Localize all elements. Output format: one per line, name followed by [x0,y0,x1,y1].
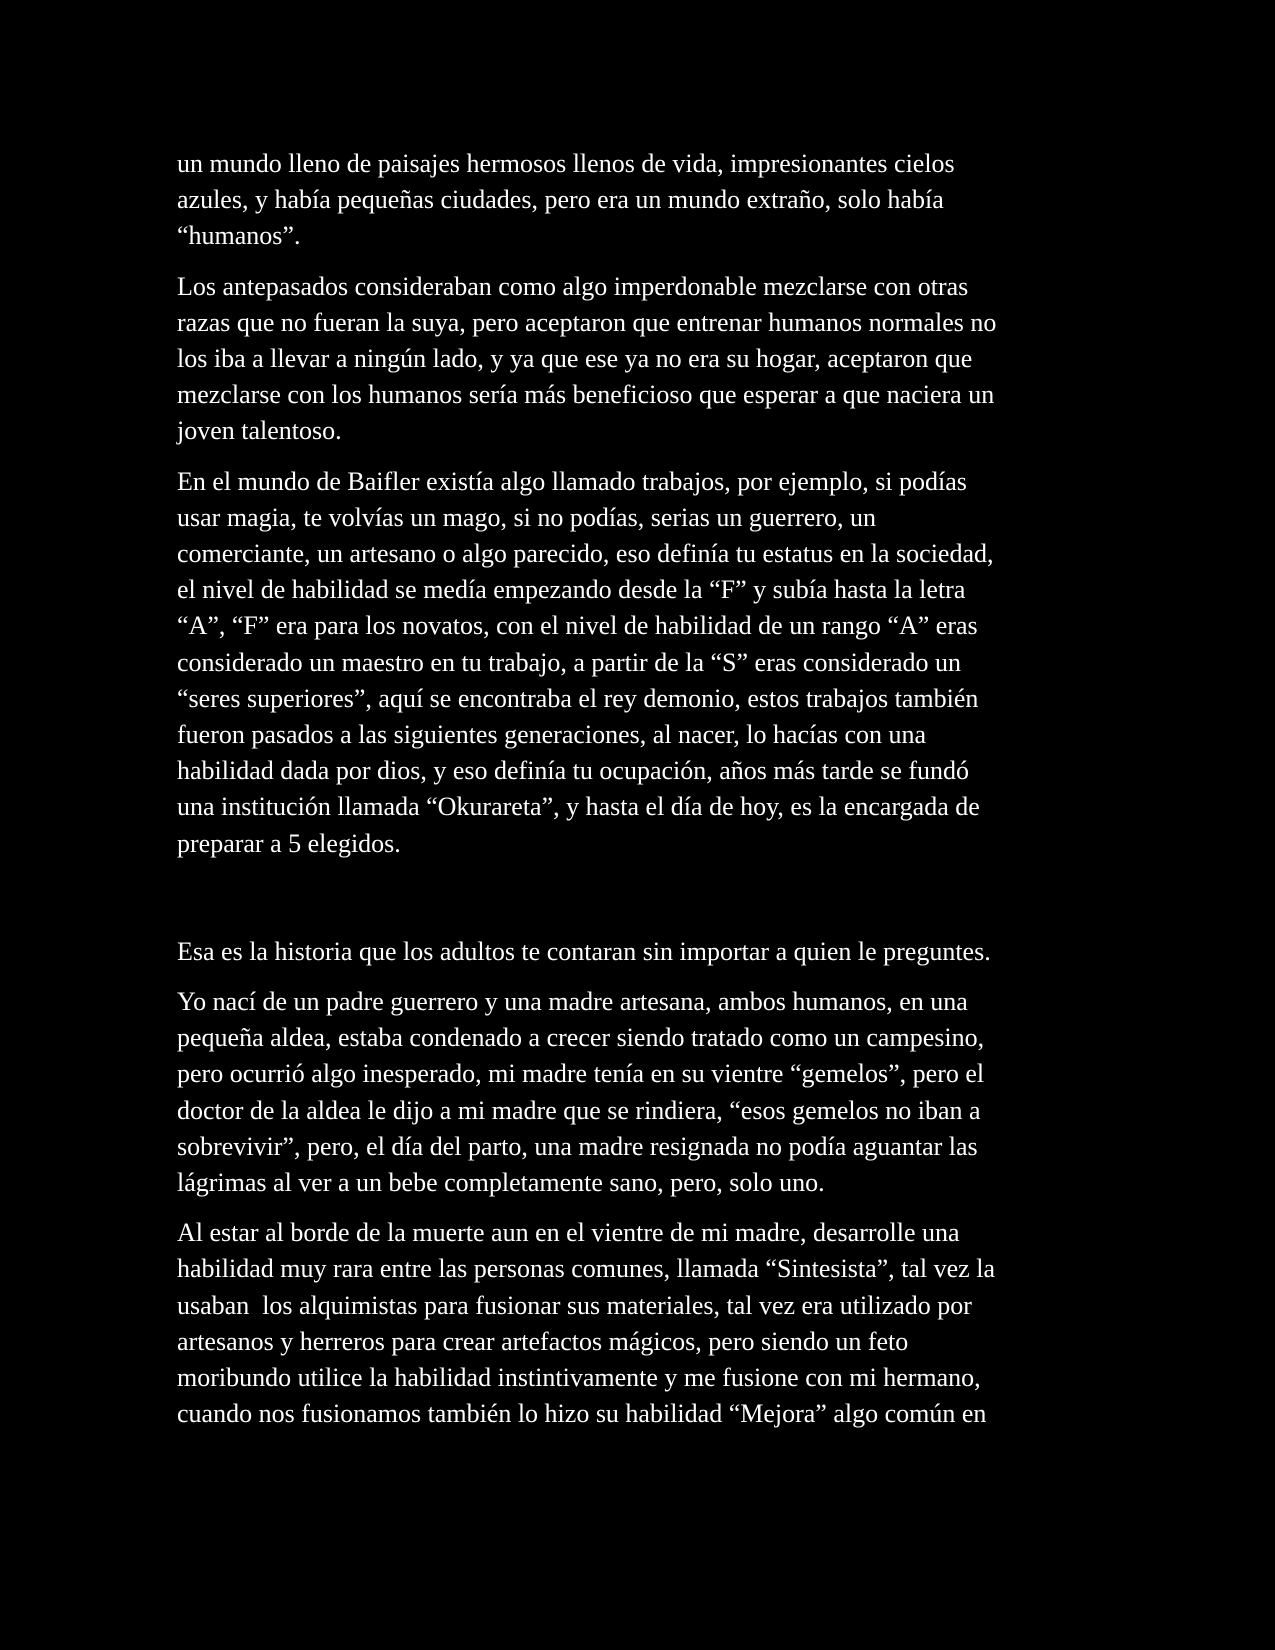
paragraph [177,1215,1112,1432]
text-line: pero ocurrió algo inesperado, mi madre tenía en su vientre “gemelos”, pero el [177,1059,985,1089]
text-line: usar magia, te volvías un mago, si no podías, serias un guerrero, un [177,502,876,532]
text-line: doctor de la aldea le dijo a mi madre que se rindiera, “esos gemelos no iban a [177,1095,981,1125]
text-line: cuando nos fusionamos también lo hizo su habilidad “Mejora” algo común en [177,1399,987,1429]
text-line: preparar a 5 elegidos. [177,828,401,858]
text-line: habilidad dada por dios, y eso definía tu ocupación, años más tarde se fundó [177,756,970,786]
text-line: una institución llamada “Okurareta”, y hasta el día de hoy, es la encargada de [177,792,980,822]
text-line: razas que no fueran la suya, pero aceptaron que entrenar humanos normales no [177,307,997,337]
text-line: el nivel de habilidad se medía empezando desde la “F” y subía hasta la letra [177,575,966,605]
paragraph [177,146,1112,255]
paragraph [177,269,1112,450]
text-line: comerciante, un artesano o algo parecido, eso definía tu estatus en la sociedad, [177,539,994,569]
text-line: Esa es la historia que los adultos te contaran sin importar a quien le preguntes. [177,936,991,966]
text-line: pequeña aldea, estaba condenado a crecer siendo tratado como un campesino, [177,1023,985,1053]
text-line: moribundo utilice la habilidad instintivamente y me fusione con mi hermano, [177,1363,981,1393]
text-line: Al estar al borde de la muerte aun en el vientre de mi madre, desarrolle una [177,1218,960,1248]
text-line: artesanos y herreros para crear artefactos mágicos, pero siendo un feto [177,1326,909,1356]
text-line: sobrevivir”, pero, el día del parto, una madre resignada no podía aguantar las [177,1131,978,1161]
paragraph [177,984,1112,1201]
text-line: un mundo lleno de paisajes hermosos llenos de vida, impresionantes cielos [177,149,955,178]
document-body [177,146,1112,1447]
text-line: “seres superiores”, aquí se encontraba el rey demonio, estos trabajos también [177,683,979,713]
section-break [177,876,1112,934]
text-line: los iba a llevar a ningún lado, y ya que ese ya no era su hogar, aceptaron que [177,344,973,374]
text-line: fueron pasados a las siguientes generaciones, al nacer, lo hacías con una [177,720,927,750]
text-line: mezclarse con los humanos sería más beneficioso que esperar a que naciera un [177,380,995,410]
text-line: lágrimas al ver a un bebe completamente sano, pero, solo uno. [177,1168,825,1198]
text-line: “A”, “F” era para los novatos, con el nivel de habilidad de un rango “A” eras [177,611,978,641]
paragraph [177,464,1112,862]
text-line: azules, y había pequeñas ciudades, pero era un mundo extraño, solo había [177,185,944,215]
text-line: habilidad muy rara entre las personas comunes, llamada “Sintesista”, tal vez la [177,1254,995,1284]
text-line: usaban los alquimistas para fusionar sus materiales, tal vez era utilizado por [177,1290,972,1320]
paragraph [177,934,1112,970]
text-line: Yo nací de un padre guerrero y una madre artesana, ambos humanos, en una [177,987,968,1017]
text-line: Los antepasados consideraban como algo imperdonable mezclarse con otras [177,271,969,301]
text-line: En el mundo de Baifler existía algo llamado trabajos, por ejemplo, si podías [177,466,967,496]
text-line: “humanos”. [177,221,301,251]
text-line: considerado un maestro en tu trabajo, a partir de la “S” eras considerado un [177,647,962,677]
text-line: joven talentoso. [177,416,342,446]
